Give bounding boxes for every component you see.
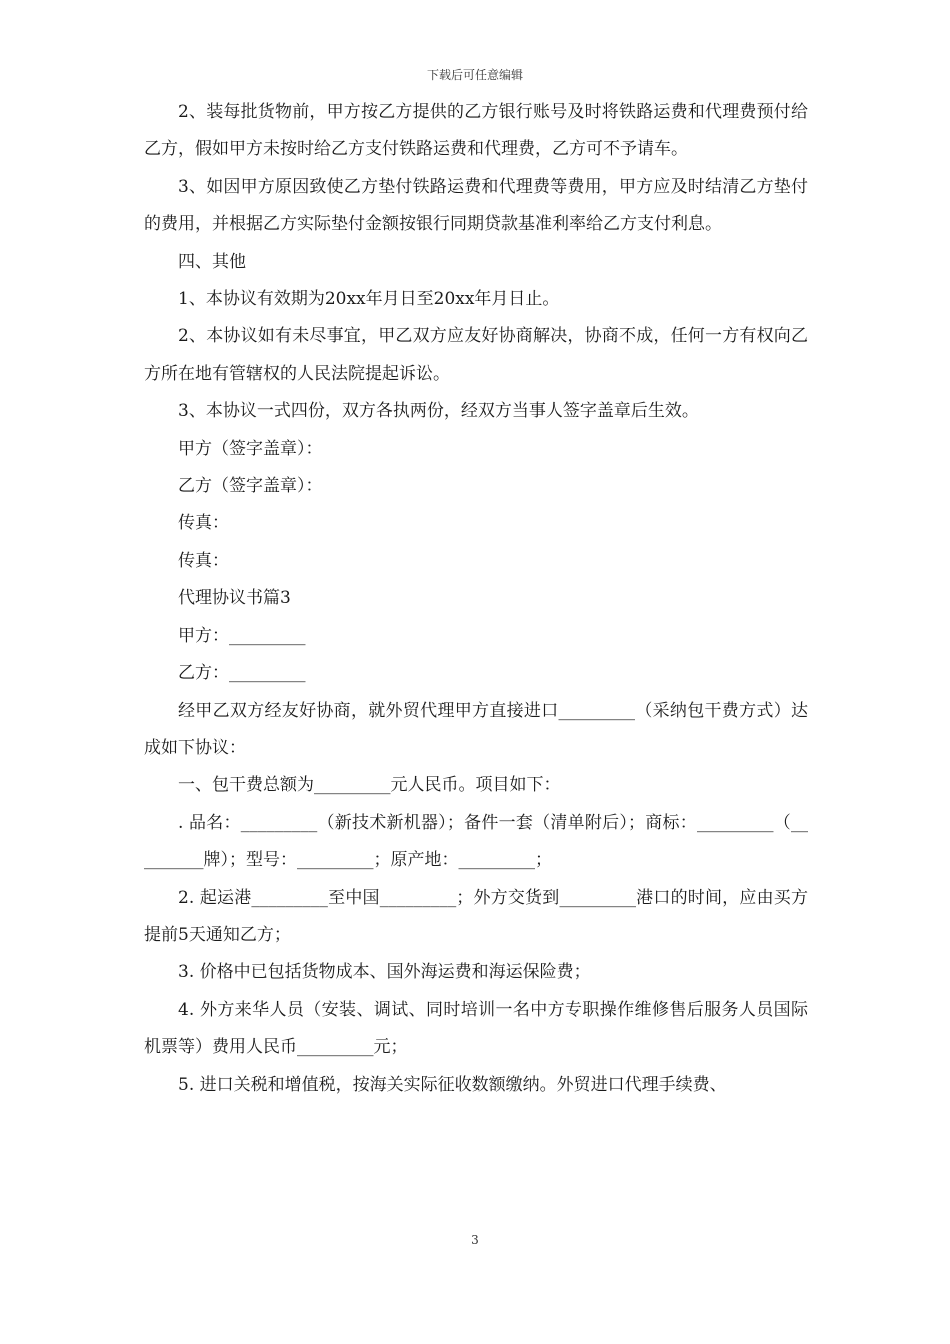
paragraph: 1、本协议有效期为20xx年月日至20xx年月日止。: [178, 289, 560, 310]
party-a-line: 甲方：_________: [178, 625, 306, 646]
paragraph: 2、装每批货物前，甲方按乙方提供的乙方银行账号及时将铁路运费和代理费预付给乙方，假如甲方未按时给乙方支付铁路运费和代理费，乙方可不予请车。: [144, 102, 808, 160]
section-heading: 四、其他: [178, 251, 246, 272]
document-body: [144, 94, 808, 1104]
signature-party-b: 乙方（签字盖章）：: [178, 476, 323, 497]
fax-line: 传真：: [178, 513, 229, 534]
paragraph: . 品名：_________（新技术新机器）；备件一套（清单附后）；商标：_________（_________牌）；型号：_________；原产地：_________；: [144, 812, 808, 871]
paragraph: 经甲乙双方经友好协商，就外贸代理甲方直接进口_________（采纳包干费方式）达成如下协议：: [144, 700, 808, 758]
page-header: 下载后可任意编辑: [426, 68, 523, 82]
page-number: 3: [471, 1233, 479, 1247]
paragraph: 2. 起运港_________至中国_________；外方交货到_________港口的时间，应由买方提前5天通知乙方；: [144, 887, 808, 945]
fax-line: 传真：: [178, 550, 229, 571]
paragraph: 3. 价格中已包括货物成本、国外海运费和海运保险费；: [178, 962, 591, 983]
paragraph: 5. 进口关税和增值税，按海关实际征收数额缴纳。外贸进口代理手续费、: [178, 1074, 727, 1095]
paragraph: 一、包干费总额为_________元人民币。项目如下：: [178, 775, 561, 796]
party-b-line: 乙方：_________: [178, 663, 306, 684]
signature-party-a: 甲方（签字盖章）：: [178, 438, 323, 459]
agreement-title: 代理协议书篇3: [178, 588, 291, 609]
paragraph: 3、如因甲方原因致使乙方垫付铁路运费和代理费等费用，甲方应及时结清乙方垫付的费用，并根据乙方实际垫付金额按银行同期贷款基准利率给乙方支付利息。: [144, 176, 808, 235]
paragraph: 3、本协议一式四份，双方各执两份，经双方当事人签字盖章后生效。: [178, 401, 699, 422]
paragraph: 2、本协议如有未尽事宜，甲乙双方应友好协商解决，协商不成，任何一方有权向乙方所在地有管辖权的人民法院提起诉讼。: [144, 326, 808, 384]
paragraph: 4. 外方来华人员（安装、调试、同时培训一名中方专职操作维修售后服务人员国际机票等）费用人民币_________元；: [144, 999, 808, 1058]
